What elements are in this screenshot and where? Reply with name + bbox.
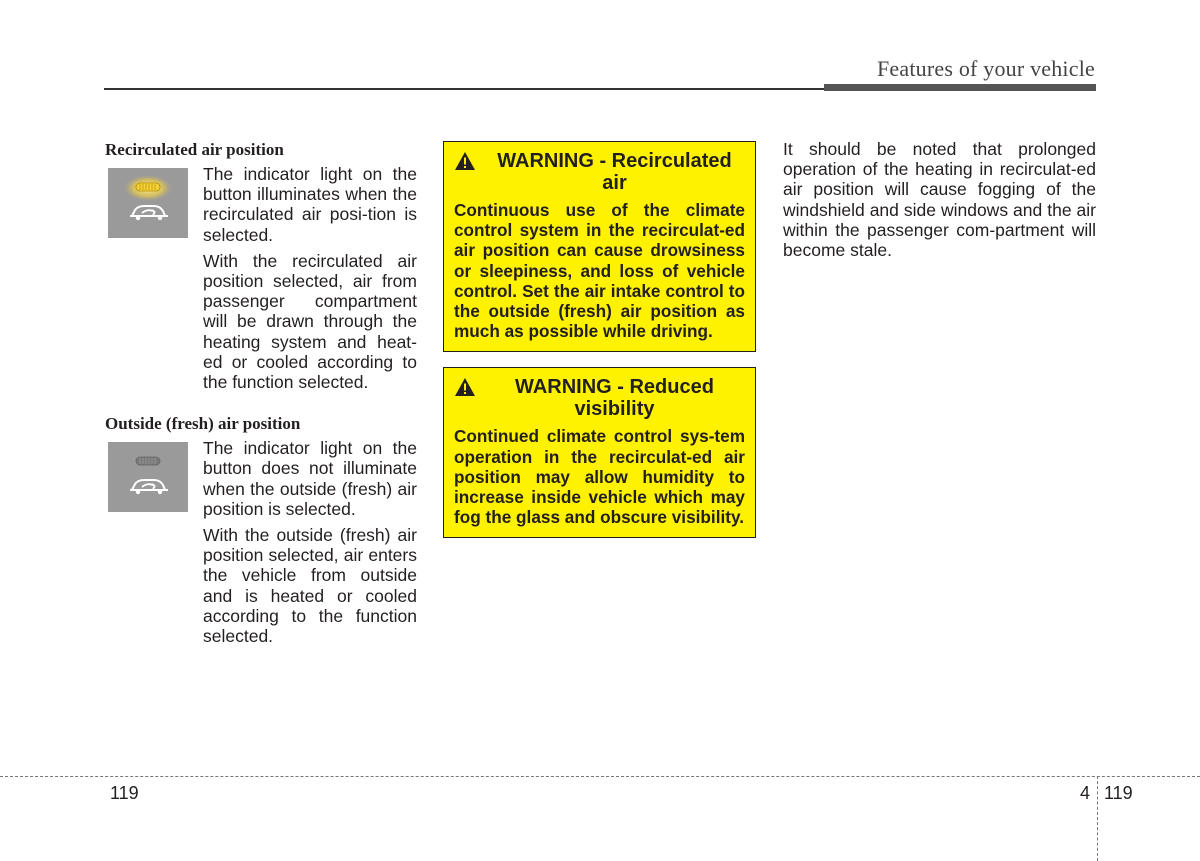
header-rule	[104, 88, 826, 90]
warning-title	[454, 376, 745, 420]
recirculated-section	[105, 140, 417, 392]
recirculated-paragraph-2: With the recirculated air position selected, air from passenger compartment will be drawn through the heating system and heat-ed or cooled according to the function selected.	[203, 250, 417, 393]
warning-title-text: WARNING - Recirculated air	[497, 150, 732, 194]
warning-box-recirculated-air	[443, 141, 756, 352]
warning-title	[454, 150, 745, 194]
outside-air-heading: Outside (fresh) air position	[105, 414, 301, 434]
recirculated-air-button-unlit-icon	[108, 442, 188, 512]
page-number-left: 119	[110, 783, 139, 803]
recirculated-paragraph-1: The indicator light on the button illuminates when the recirculated air posi-tion is selected.	[203, 164, 417, 245]
warning-triangle-icon	[454, 151, 476, 171]
footer-vertical-dashed-rule	[1097, 776, 1098, 861]
warning-triangle-icon	[454, 377, 476, 397]
warning-body: Continuous use of the climate control system in the recirculat-ed air position can cause drowsiness or sleepiness, and loss of vehicle control. Set the air intake control to the outside (fresh) air position as much as possible while driving.	[454, 200, 745, 342]
outside-air-section	[105, 414, 417, 646]
outside-air-paragraph-2: With the outside (fresh) air position selected, air enters the vehicle from outside and is heated or cooled according to the function selected.	[203, 525, 417, 647]
left-column	[105, 140, 417, 652]
warning-title-text: WARNING - Reduced visibility	[515, 376, 714, 421]
header-rule-accent	[824, 84, 1096, 91]
page-number-right: 119	[1104, 783, 1133, 803]
page-header-title: Features of your vehicle	[876, 56, 1095, 81]
fogging-note: It should be noted that prolonged operation of the heating in recirculat-ed air position will cause fogging of the windshield and side windows and the air within the passenger com-partment will become stale.	[783, 139, 1096, 261]
warning-box-reduced-visibility	[443, 367, 756, 538]
warning-body: Continued climate control sys-tem operation in the recirculat-ed air position may allow humidity to increase inside vehicle which may fog the glass and obscure visibility.	[454, 426, 745, 528]
right-column	[783, 139, 1096, 260]
footer-dashed-rule	[0, 776, 1200, 777]
warnings-column	[443, 141, 756, 538]
chapter-number: 4	[1080, 783, 1091, 803]
outside-air-paragraph-1: The indicator light on the button does not illuminate when the outside (fresh) air position is selected.	[203, 438, 417, 519]
recirculated-air-button-lit-icon	[108, 168, 188, 238]
recirculated-heading: Recirculated air position	[105, 140, 284, 159]
